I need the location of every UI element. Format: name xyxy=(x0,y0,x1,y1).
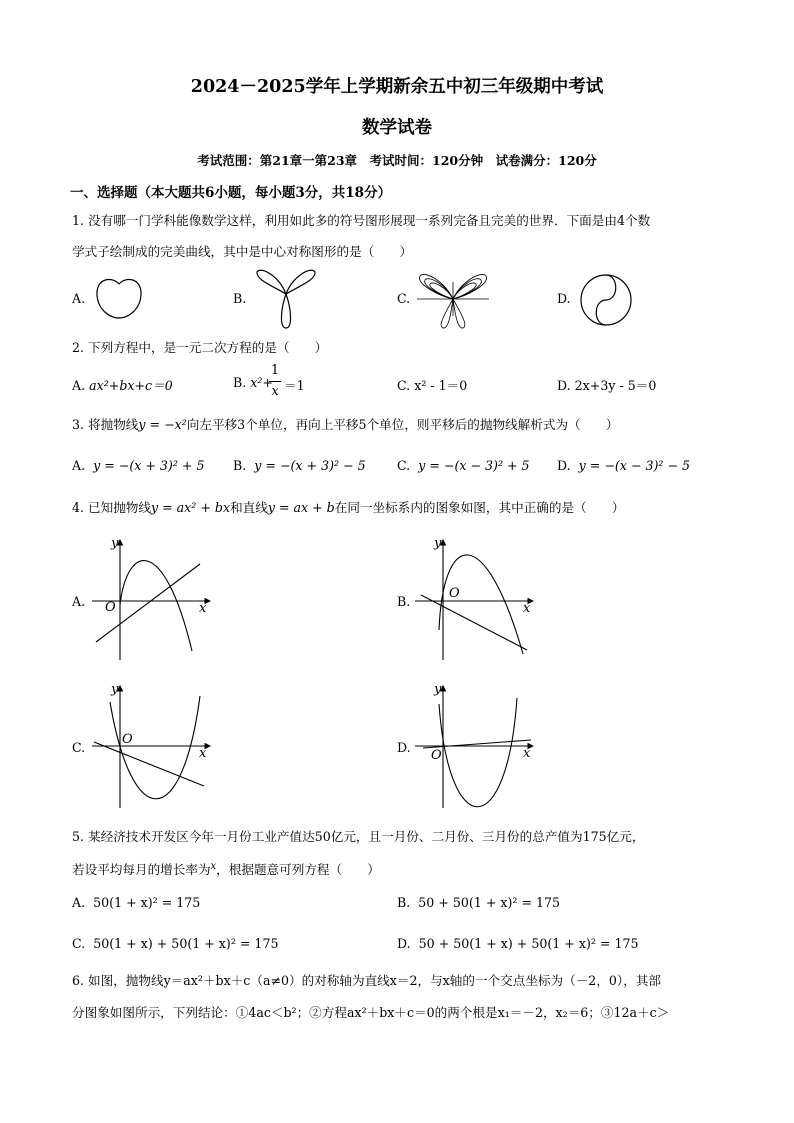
q4-graph-d xyxy=(415,682,540,810)
q4-eq-line: y = ax + b xyxy=(267,500,335,515)
q2-stem: 2. 下列方程中，是一元二次方程的是（ ） xyxy=(72,340,328,355)
q6-stem-line2: 分图象如图所示，下列结论：①4ac＜b²；②方程ax²＋bx＋c＝0的两个根是x₁＝－2，x₂＝6；③12a＋c＞ xyxy=(72,1005,670,1020)
q4-eq-parabola: y = ax² + bx xyxy=(151,500,231,515)
q3-option-a-text: y = −(x + 3)² + 5 xyxy=(93,458,205,473)
q5-stem-line1: 5. 某经济技术开发区今年一月份工业产值达50亿元，且一月份、二月份、三月份的总产值为175亿元， xyxy=(72,829,645,844)
q4-graph-a-label[interactable]: A. xyxy=(72,594,86,609)
q3-stem xyxy=(72,416,618,434)
q3-option-d-label: D. xyxy=(557,458,571,473)
q2-option-c[interactable] xyxy=(397,375,467,394)
q4-graph-b-y-label: y xyxy=(434,536,442,551)
q4-graph-b-label[interactable]: B. xyxy=(397,594,411,609)
q4-graph-d-label[interactable]: D. xyxy=(397,740,411,755)
q1-option-b-label[interactable]: B. xyxy=(233,291,247,306)
q3-option-c-label: C. xyxy=(397,458,411,473)
q5-option-b-text: 50 + 50(1 + x)² = 175 xyxy=(418,895,561,910)
q4-graph-a-x-label: x xyxy=(199,601,207,616)
q4-graph-c-y-label: y xyxy=(111,682,119,697)
q5-option-c[interactable] xyxy=(72,936,278,951)
q1-option-b-trefoil-figure xyxy=(253,268,319,330)
q1-option-a-heart-curve-figure xyxy=(94,276,144,320)
q2-option-b-pre: x²+ xyxy=(250,375,273,390)
q3-option-a-label: A. xyxy=(72,458,86,473)
q2-option-a-text: ax²+bx+c＝0 xyxy=(89,378,173,393)
q3-stem-post: 向左平移3个单位，再向上平移5个单位，则平移后的抛物线解析式为（ ） xyxy=(186,417,619,432)
q5-option-d[interactable] xyxy=(397,936,639,951)
q2-option-b-frac-den: x xyxy=(271,383,279,398)
q5-option-a[interactable] xyxy=(72,895,200,910)
q2-option-a[interactable] xyxy=(72,375,173,394)
page-subtitle: 数学试卷 xyxy=(362,118,432,138)
q5-option-b[interactable] xyxy=(397,895,560,910)
q4-graph-d-y-label: y xyxy=(434,682,442,697)
q1-stem-line2: 学式子绘制成的完美曲线，其中是中心对称图形的是（ ） xyxy=(72,244,413,259)
q2-option-b-frac-bar xyxy=(269,381,281,382)
q4-graph-c-label[interactable]: C. xyxy=(72,740,86,755)
q1-option-d-yinyang-figure xyxy=(580,274,632,326)
q1-option-a-label[interactable]: A. xyxy=(72,291,86,306)
q2-option-d[interactable] xyxy=(557,375,656,394)
q2-option-b-label: B. xyxy=(233,375,247,390)
q3-option-c[interactable] xyxy=(397,458,530,473)
q4-graph-b-x-label: x xyxy=(523,601,531,616)
q1-stem-line1: 1. 没有哪一门学科能像数学这样，利用如此多的符号图形展现一系列完备且完美的世界．下面是由4个数 xyxy=(72,213,651,228)
q4-stem-post: 在同一坐标系内的图象如图，其中正确的是（ ） xyxy=(334,500,625,515)
q4-graph-c-x-label: x xyxy=(199,746,207,761)
q1-option-d-label[interactable]: D. xyxy=(557,291,571,306)
q5-line2-pre: 若设平均每月的增长率为 xyxy=(72,862,211,878)
q5-option-a-text: 50(1 + x)² = 175 xyxy=(93,895,201,910)
q4-graph-a xyxy=(92,536,217,661)
q2-option-a-label: A. xyxy=(72,378,86,393)
q4-graph-a-origin-label: O xyxy=(105,600,116,615)
q4-graph-a-y-label: y xyxy=(111,536,119,551)
q5-option-b-label: B. xyxy=(397,895,411,910)
q1-option-c-butterfly-figure xyxy=(417,268,489,330)
q4-graph-d-origin-label: O xyxy=(431,748,442,763)
q5-option-d-text: 50 + 50(1 + x) + 50(1 + x)² = 175 xyxy=(418,936,639,951)
q3-option-b[interactable] xyxy=(233,458,366,473)
q5-option-d-label: D. xyxy=(397,936,411,951)
q5-option-c-label: C. xyxy=(72,936,86,951)
q4-graph-d-x-label: x xyxy=(523,746,531,761)
q2-option-b-post: ＝1 xyxy=(284,378,305,393)
q4-graph-b xyxy=(415,536,540,661)
q2-option-d-label: D. xyxy=(557,378,571,393)
q2-option-c-label: C. xyxy=(397,378,411,393)
q3-option-d[interactable] xyxy=(557,458,690,473)
q3-option-d-text: y = −(x − 3)² − 5 xyxy=(578,458,691,473)
q3-stem-pre: 3. 将抛物线 xyxy=(72,417,139,432)
q3-option-c-text: y = −(x − 3)² + 5 xyxy=(418,458,530,473)
section-heading: 一、选择题（本大题共6小题，每小题3分，共18分） xyxy=(70,185,392,201)
q3-option-b-text: y = −(x + 3)² − 5 xyxy=(254,458,366,473)
q5-line2-post: ，根据题意可列方程（ ） xyxy=(216,862,380,878)
exam-info: 考试范围：第21章一第23章 考试时间：120分钟 试卷满分：120分 xyxy=(197,153,597,168)
q5-line2-var: x xyxy=(210,861,217,872)
q4-stem-mid: 和直线 xyxy=(230,500,268,515)
q5-stem-line2 xyxy=(72,858,380,879)
q2-option-b-frac-num: 1 xyxy=(270,362,279,377)
q4-stem-pre: 4. 已知抛物线 xyxy=(72,500,151,515)
q5-option-a-label: A. xyxy=(72,895,86,910)
q4-graph-b-origin-label: O xyxy=(449,586,460,601)
q2-option-c-text: x² - 1＝0 xyxy=(414,378,468,393)
page-title: 2024－2025学年上学期新余五中初三年级期中考试 xyxy=(190,77,604,97)
q3-option-b-label: B. xyxy=(233,458,247,473)
q4-stem xyxy=(72,499,624,517)
q3-stem-eq: y = −x² xyxy=(138,417,187,432)
q4-graph-c-origin-label: O xyxy=(122,732,133,747)
q5-option-c-text: 50(1 + x) + 50(1 + x)² = 175 xyxy=(93,936,279,951)
q1-option-c-label[interactable]: C. xyxy=(397,291,411,306)
q3-option-a[interactable] xyxy=(72,458,204,473)
q2-option-b[interactable] xyxy=(233,375,273,390)
q2-option-d-text: 2x+3y - 5＝0 xyxy=(574,378,657,393)
q6-stem-line1: 6. 如图，抛物线y＝ax²＋bx＋c（a≠0）的对称轴为直线x＝2，与x轴的一个交点坐标为（－2，0），其部 xyxy=(72,973,661,988)
